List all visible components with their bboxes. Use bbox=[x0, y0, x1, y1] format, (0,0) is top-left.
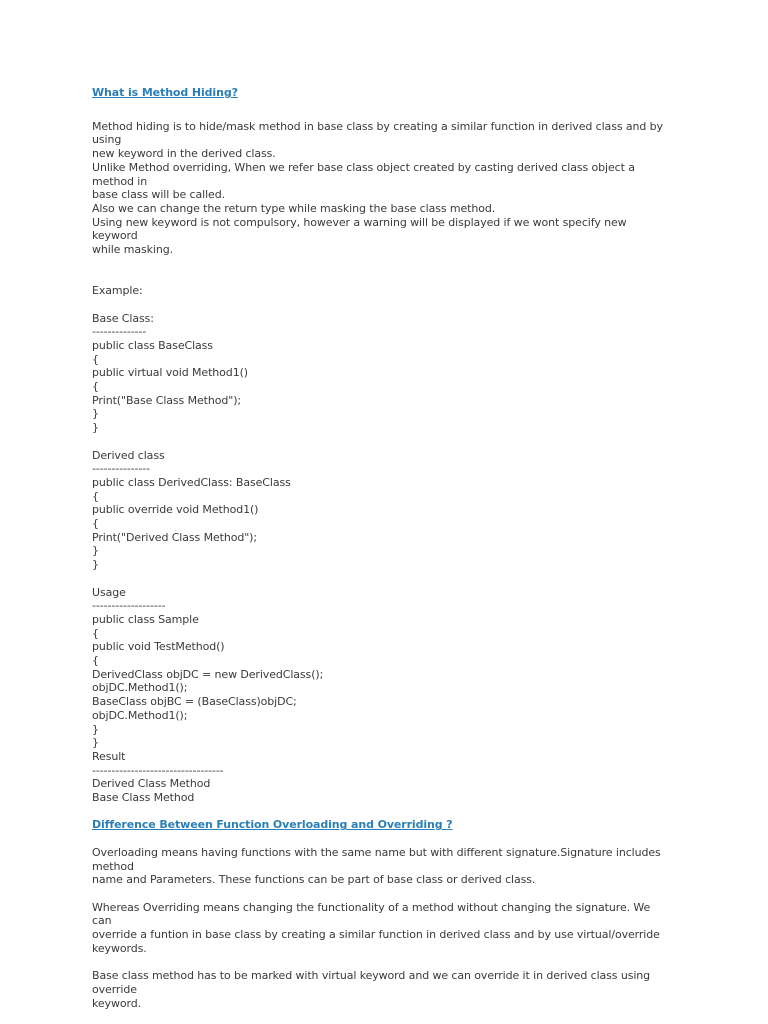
result-label: Result bbox=[92, 749, 126, 763]
result-line: Base Class Method bbox=[92, 791, 195, 805]
code-line: { bbox=[92, 626, 99, 640]
derived-class-label: Derived class bbox=[92, 448, 165, 462]
text-line: Unlike Method overriding, When we refer base class object created by casting derived class object a method in bbox=[92, 160, 635, 188]
code-line: { bbox=[92, 352, 99, 366]
code-line: { bbox=[92, 517, 99, 531]
usage-block bbox=[92, 586, 672, 750]
code-line: public void TestMethod() bbox=[92, 640, 225, 654]
overriding-paragraph bbox=[92, 901, 672, 956]
overloading-paragraph bbox=[92, 846, 672, 887]
text-line: keyword. bbox=[92, 996, 141, 1010]
code-line: } bbox=[92, 736, 99, 750]
text-line: override a funtion in base class by creating a similar function in derived class and by use virtual/override bbox=[92, 928, 660, 942]
code-line: { bbox=[92, 654, 99, 668]
text-line: Base class method has to be marked with virtual keyword and we can override it in derived class using override bbox=[92, 969, 651, 996]
usage-label: Usage bbox=[92, 585, 126, 599]
code-line: public override void Method1() bbox=[92, 503, 259, 517]
virtual-keyword-paragraph bbox=[92, 969, 672, 1010]
text-line: Also we can change the return type while masking the base class method. bbox=[92, 201, 496, 215]
text-line: while masking. bbox=[92, 243, 174, 257]
example-label: Example: bbox=[92, 284, 143, 298]
code-line: public class Sample bbox=[92, 612, 199, 626]
text-line: name and Parameters. These functions can be part of base class or derived class. bbox=[92, 873, 536, 887]
result-line: Derived Class Method bbox=[92, 777, 211, 791]
separator-rule: -------------- bbox=[92, 325, 147, 339]
separator-rule: ---------------------------------- bbox=[92, 763, 224, 777]
code-line: public virtual void Method1() bbox=[92, 366, 248, 380]
text-line: Method hiding is to hide/mask method in base class by creating a similar function in derived class and by using bbox=[92, 119, 663, 147]
code-line: public class BaseClass bbox=[92, 338, 213, 352]
code-line: BaseClass objBC = (BaseClass)objDC; bbox=[92, 695, 297, 709]
text-line: Whereas Overriding means changing the functionality of a method without changing the signature. We can bbox=[92, 900, 651, 928]
code-line: { bbox=[92, 489, 99, 503]
code-line: } bbox=[92, 544, 99, 558]
code-line: } bbox=[92, 558, 99, 572]
document-content bbox=[92, 86, 672, 1010]
code-line: objDC.Method1(); bbox=[92, 708, 188, 722]
text-line: new keyword in the derived class. bbox=[92, 147, 276, 161]
text-line: Using new keyword is not compulsory, however a warning will be displayed if we wont specify new keyword bbox=[92, 215, 627, 243]
code-line: } bbox=[92, 421, 99, 435]
text-line: keywords. bbox=[92, 941, 147, 955]
heading-method-hiding[interactable]: What is Method Hiding? bbox=[92, 86, 238, 99]
code-line: { bbox=[92, 380, 99, 394]
result-block bbox=[92, 750, 672, 805]
code-line: objDC.Method1(); bbox=[92, 681, 188, 695]
derived-class-block bbox=[92, 449, 672, 572]
text-line: Overloading means having functions with the same name but with different signature.Signature includes method bbox=[92, 845, 661, 873]
code-line: public class DerivedClass: BaseClass bbox=[92, 475, 291, 489]
method-hiding-paragraph bbox=[92, 120, 672, 257]
text-line: base class will be called. bbox=[92, 188, 225, 202]
separator-rule: --------------- bbox=[92, 462, 151, 476]
base-class-label: Base Class: bbox=[92, 311, 154, 325]
code-line: Print("Base Class Method"); bbox=[92, 393, 241, 407]
code-line: } bbox=[92, 407, 99, 421]
code-line: Print("Derived Class Method"); bbox=[92, 530, 257, 544]
code-line: } bbox=[92, 722, 99, 736]
base-class-block bbox=[92, 312, 672, 435]
heading-overloading-vs-overriding[interactable]: Difference Between Function Overloading and Overriding ? bbox=[92, 818, 453, 832]
code-line: DerivedClass objDC = new DerivedClass(); bbox=[92, 667, 324, 681]
separator-rule: ------------------- bbox=[92, 599, 166, 613]
